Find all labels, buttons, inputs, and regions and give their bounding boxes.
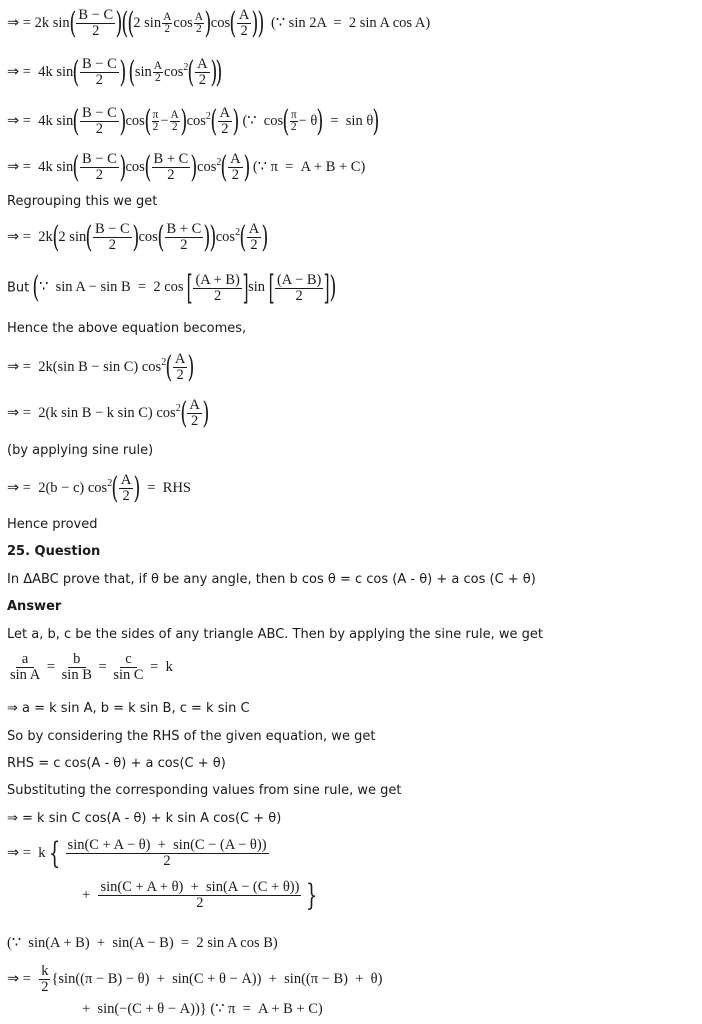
rhs-expression: RHS = c cos(A - θ) + a cos(C + θ) — [7, 756, 226, 771]
equation-line-10: ⇒ = $\frac{k}{2}$ {sin((π − B) − θ) + sin(C + θ − A)) + sin((π − B) + θ) — [7, 963, 383, 995]
hence-becomes-text: Hence the above equation becomes, — [7, 321, 247, 336]
equation-line-9: ⇒ = k { $\frac{\sin(C + A - \theta) + \sin(C - (A - \theta))}{2}$ — [7, 835, 267, 871]
sum-identity: (∵ sin(A + B) + sin(A − B) = 2 sin A cos B) — [7, 935, 278, 951]
equation-line-2: ⇒ = 4k sin( $\frac{B - C}{2}$ ) (sin $\frac{A}{2}$ $\cos^2$( $\frac{A}{2}$ )) — [7, 54, 223, 90]
substitute-text: Substituting the corresponding values from sine rule, we get — [7, 783, 402, 798]
equation-line-6: ⇒ = 2k(sin B − sin C) $\cos^2$( $\frac{A}{2}$ ) — [7, 349, 195, 385]
equation-line-7: ⇒ = 2(k sin B − k sin C) $\cos^2$( $\frac{A}{2}$ ) — [7, 395, 210, 431]
equation-line-9b: + $\frac{\sin(C + A + \theta) + \sin(A - (C + \theta))}{2}$ } — [82, 877, 318, 913]
ksin-expression: ⇒ = k sin C cos(A - θ) + k sin A cos(C + θ) — [7, 811, 282, 826]
question-text: In ΔABC prove that, if θ be any angle, then b cos θ = c cos (A - θ) + a cos (C + θ) — [7, 572, 536, 587]
regroup-text: Regrouping this we get — [7, 194, 158, 209]
sine-rule-note: (by applying sine rule) — [7, 443, 154, 458]
hence-proved-text: Hence proved — [7, 517, 98, 532]
consider-rhs-text: So by considering the RHS of the given equation, we get — [7, 729, 376, 744]
but-label: But — [7, 280, 30, 296]
sine-rule-equation: $\frac{a}{\text{sin A}}$ = $\frac{b}{\text{sin B}}$ = $\frac{c}{\text{sin C}}$ = k — [10, 651, 173, 683]
equation-line-5: ⇒ = 2k(2 sin( $\frac{B - C}{2}$ )cos( $\frac{B + C}{2}$ ))$\cos^2$( $\frac{A}{2}$ ) — [7, 219, 269, 255]
question-heading: 25. Question — [7, 544, 101, 559]
equation-line-1: ⇒ = 2k sin( $\frac{B - C}{2}$ )((2 sin $\frac{A}{2}$ cos $\frac{A}{2}$ )cos( $\frac{A}{2}$ )) (∵ sin 2A = 2 sin A cos A) — [7, 5, 431, 41]
equation-line-4: ⇒ = 4k sin( $\frac{B - C}{2}$ )cos( $\frac{B + C}{2}$ )$\cos^2$( $\frac{A}{2}$ ) (∵ π = A + B + C) — [7, 149, 366, 185]
answer-intro: Let a, b, c be the sides of any triangle ABC. Then by applying the sine rule, we get — [7, 627, 543, 642]
equation-line-3: ⇒ = 4k sin( $\frac{B - C}{2}$ )cos( $\frac{\pi}{2}$ − $\frac{A}{2}$ )$\cos^2$( $\frac{A}{2}$ ) (∵ cos( $\frac{\pi}{2}$ − θ) = sin θ) — [7, 103, 380, 139]
equation-line-10b: + sin(−(C + θ − A))} (∵ π = A + B + C) — [82, 1001, 323, 1017]
equation-line-8: ⇒ = 2(b − c) $\cos^2$( $\frac{A}{2}$ ) = RHS — [7, 470, 191, 506]
but-identity-line: But (∵ sin A − sin B = 2 cos [ $\frac{(A + B)}{2}$ ]sin [ $\frac{(A - B)}{2}$ ]) — [7, 268, 337, 308]
sides-in-terms-of-k: ⇒ a = k sin A, b = k sin B, c = k sin C — [7, 701, 250, 716]
answer-heading: Answer — [7, 599, 62, 614]
